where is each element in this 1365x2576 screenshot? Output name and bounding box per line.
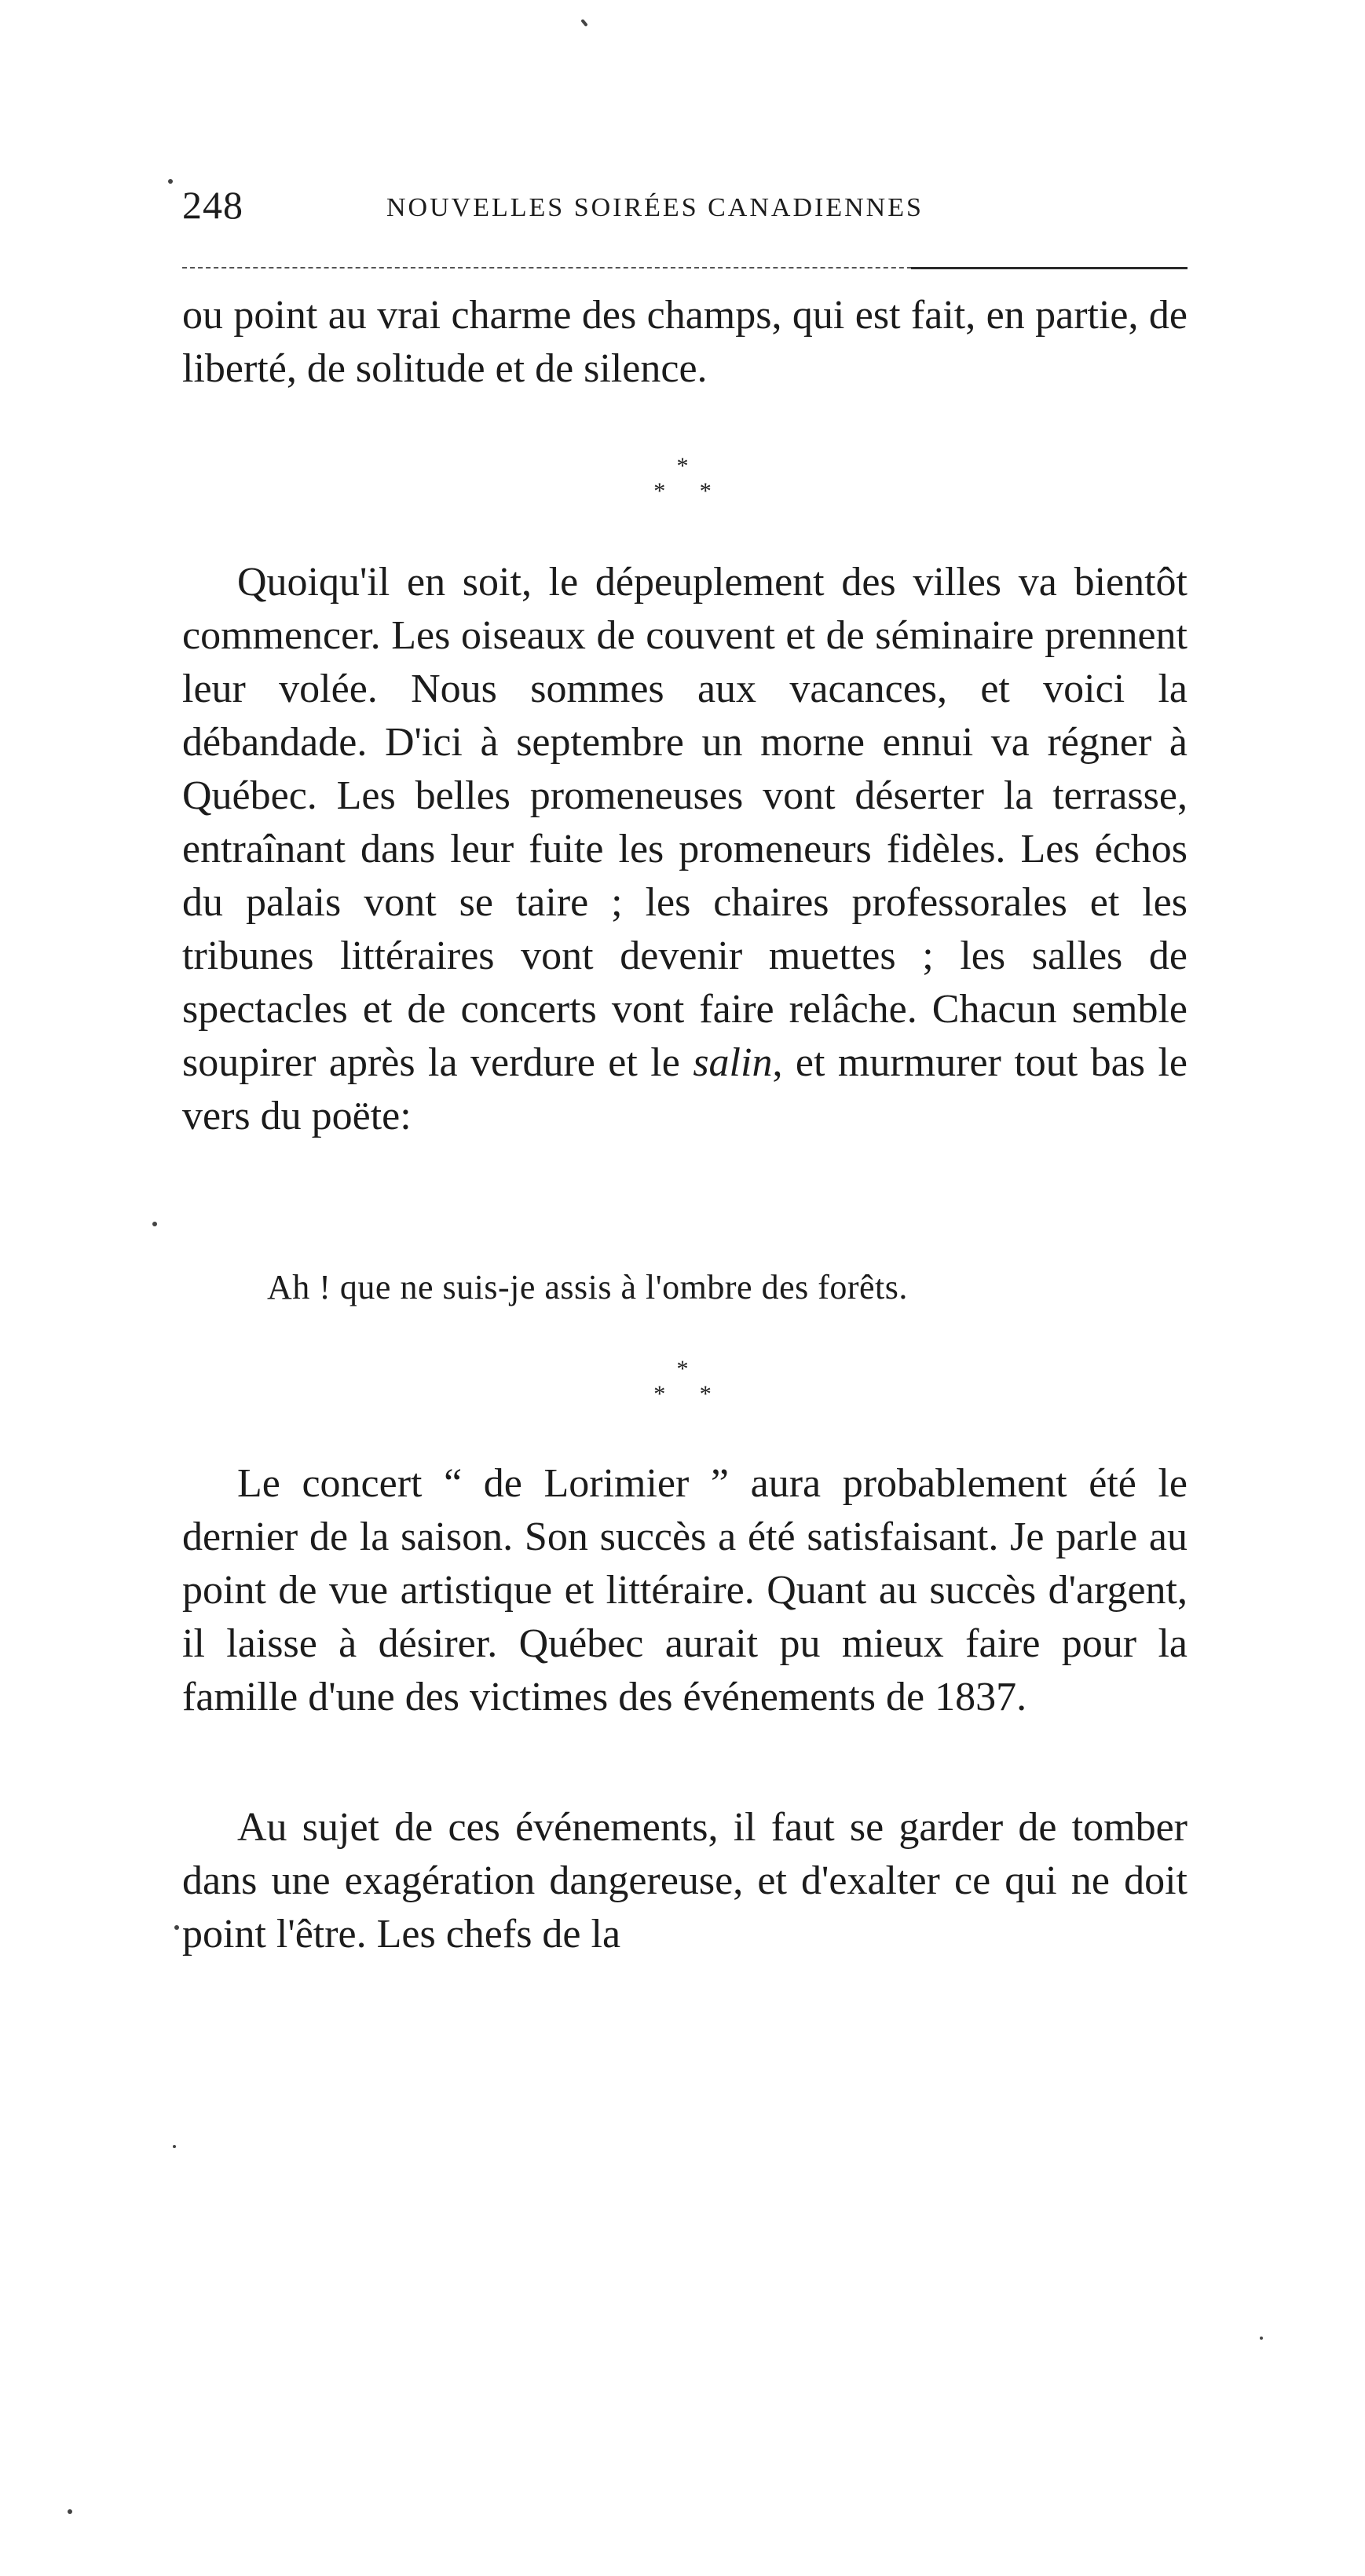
paragraph-depeuplement — [182, 556, 1188, 1143]
section-break-asterism — [604, 454, 761, 504]
asterism-bottom: * * — [653, 1381, 726, 1407]
asterism-bottom: * * — [653, 478, 726, 504]
paragraph-text-end: , et murmurer tout bas le vers du poëte: — [182, 1040, 1188, 1138]
running-title: NOUVELLES SOIRÉES CANADIENNES — [386, 193, 924, 222]
paragraph-concert: Le concert “ de Lorimier ” aura probablement été le dernier de la saison. Son succès a été satisfaisant. Je parle au point de vue artistique et littéraire. Quant au succès d'argent, il laisse à désirer. Québec aurait pu mieux faire pour la famille d'une des victimes des événements de 1837. — [182, 1461, 1188, 1719]
print-speck — [1260, 2337, 1263, 2340]
paragraph-continuation: ou point au vrai charme des champs, qui est fait, en partie, de liberté, de solitude et de silence. — [182, 293, 1188, 391]
print-speck — [174, 1925, 179, 1930]
asterism-top: * — [676, 453, 689, 479]
print-speck — [173, 2145, 176, 2148]
print-speck — [152, 1222, 157, 1226]
page-number: 248 — [182, 183, 243, 227]
verse-quote: Ah ! que ne suis-je assis à l'ombre des forêts. — [267, 1268, 908, 1306]
header-rule-solid — [911, 267, 1188, 269]
print-speck — [168, 179, 173, 184]
paragraph-evenements: Au sujet de ces événements, il faut se garder de tomber dans une exagération dangereuse, et d'exalter ce qui ne doit point l'être. Les chefs de la — [182, 1805, 1188, 1957]
section-break-asterism-2 — [604, 1357, 761, 1407]
italic-word: salin — [693, 1040, 773, 1085]
print-speck — [68, 2509, 72, 2514]
asterism-top: * — [676, 1356, 689, 1382]
print-speck — [580, 19, 587, 27]
paragraph-text: Quoiqu'il en soit, le dépeuplement des villes va bientôt commencer. Les oiseaux de couvent et de séminaire prennent leur volée. Nous sommes aux vacances, et voici la débandade. D'ici à septembre un morne ennui va régner à Québec. Les belles promeneuses vont déserter la terrasse, entraînant dans leur fuite les promeneurs fidèles. Les échos du palais vont se taire ; les chaires professorales et les tribunes littéraires vont devenir muettes ; les salles de spectacles et de concerts vont faire relâche. Chacun semble soupirer après la verdure et le — [182, 560, 1188, 1085]
page-header — [182, 182, 1188, 237]
